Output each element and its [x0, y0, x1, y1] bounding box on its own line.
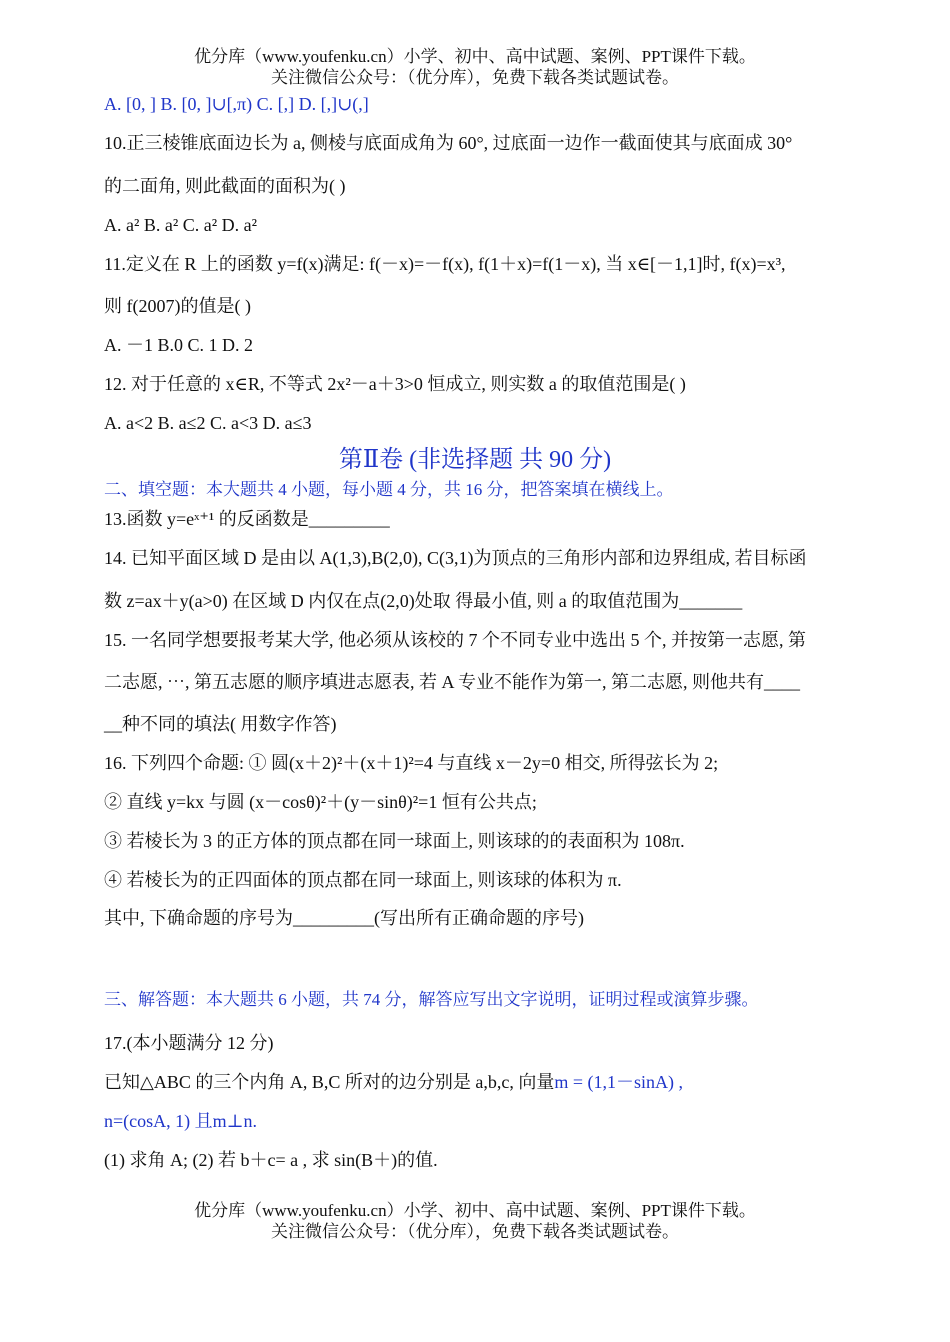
q12-options: A. a<2 B. a≤2 C. a<3 D. a≤3 [104, 413, 312, 433]
q10-line-2: 的二面角, 则此截面的面积为( ) [104, 176, 346, 196]
q17-subquestions: (1) 求角 A; (2) 若 b＋c= a , 求 sin(B＋)的值. [104, 1150, 438, 1170]
q10-options: A. a² B. a² C. a² D. a² [104, 215, 258, 235]
q16-line-1: 16. 下列四个命题: ① 圆(x＋2)²＋(x＋1)²=4 与直线 x－2y=0 相交, 所得弦长为 2; [104, 753, 719, 773]
q15-line-1: 15. 一名同学想要报考某大学, 他必须从该校的 7 个不同专业中选出 5 个, 并按第一志愿, 第 [104, 630, 806, 650]
q16-line-3: ③ 若棱长为 3 的正方体的顶点都在同一球面上, 则该球的的表面积为 108π. [104, 831, 685, 851]
q11-line-1: 11.定义在 R 上的函数 y=f(x)满足: f(－x)=－f(x), f(1＋x)=f(1－x), 当 x∈[－1,1]时, f(x)=x³, [104, 254, 786, 274]
footer-line-2: 关注微信公众号：（优分库），免费下载各类试题试卷。 [271, 1222, 679, 1241]
q17-title: 17.(本小题满分 12 分) [104, 1033, 274, 1053]
q14-line-2: 数 z=ax＋y(a>0) 在区域 D 内仅在点(2,0)处取 得最小值, 则 a 的取值范围为_______ [104, 591, 743, 611]
q13: 13.函数 y=eˣ⁺¹ 的反函数是_________ [104, 509, 390, 529]
q15-line-3: __种不同的填法( 用数字作答) [104, 714, 337, 734]
q11-line-2: 则 f(2007)的值是( ) [104, 296, 251, 316]
q17-line-2 [104, 1070, 864, 1094]
q11-options: A. －1 B.0 C. 1 D. 2 [104, 335, 254, 355]
q12-line-1: 12. 对于任意的 x∈R, 不等式 2x²－a＋3>0 恒成立, 则实数 a 的取值范围是( ) [104, 374, 686, 394]
part2-title: 第Ⅱ卷 (非选择题 共 90 分) [338, 447, 612, 473]
section2-heading: 二、填空题：本大题共 4 小题，每小题 4 分，共 16 分，把答案填在横线上。 [104, 480, 674, 499]
section3-heading: 三、解答题：本大题共 6 小题，共 74 分，解答应写出文字说明，证明过程或演算步骤。 [104, 990, 759, 1009]
q17-condition-text: 已知△ABC 的三个内角 A, B,C 所对的边分别是 a,b,c, 向量 [104, 1072, 555, 1092]
q17-vector-m: m = (1,1－sinA) , [554, 1072, 683, 1092]
q9-options: A. [0, ] B. [0, ]∪[,π) C. [,] D. [,]∪(,] [104, 94, 369, 114]
q16-line-5: 其中, 下确命题的序号为_________(写出所有正确命题的序号) [104, 908, 584, 928]
q16-line-4: ④ 若棱长为的正四面体的顶点都在同一球面上, 则该球的体积为 π. [104, 870, 622, 890]
q15-line-2: 二志愿, ⋯, 第五志愿的顺序填进志愿表, 若 A 专业不能作为第一, 第二志愿, 则他共有____ [104, 672, 801, 692]
q10-line-1: 10.正三棱锥底面边长为 a, 侧棱与底面成角为 60°, 过底面一边作一截面使其与底面成 30° [104, 133, 793, 153]
q17-vector-n: n=(cosA, 1) 且m⊥n. [104, 1111, 258, 1131]
header-line-2: 关注微信公众号：（优分库），免费下载各类试题试卷。 [271, 68, 679, 87]
header-line-1: 优分库（www.youfenku.cn）小学、初中、高中试题、案例、PPT课件下载。 [194, 47, 756, 66]
q14-line-1: 14. 已知平面区域 D 是由以 A(1,3),B(2,0), C(3,1)为顶点的三角形内部和边界组成, 若目标函 [104, 548, 807, 568]
footer-line-1: 优分库（www.youfenku.cn）小学、初中、高中试题、案例、PPT课件下载。 [194, 1201, 756, 1220]
q16-line-2: ② 直线 y=kx 与圆 (x－cosθ)²＋(y－sinθ)²=1 恒有公共点; [104, 792, 537, 812]
